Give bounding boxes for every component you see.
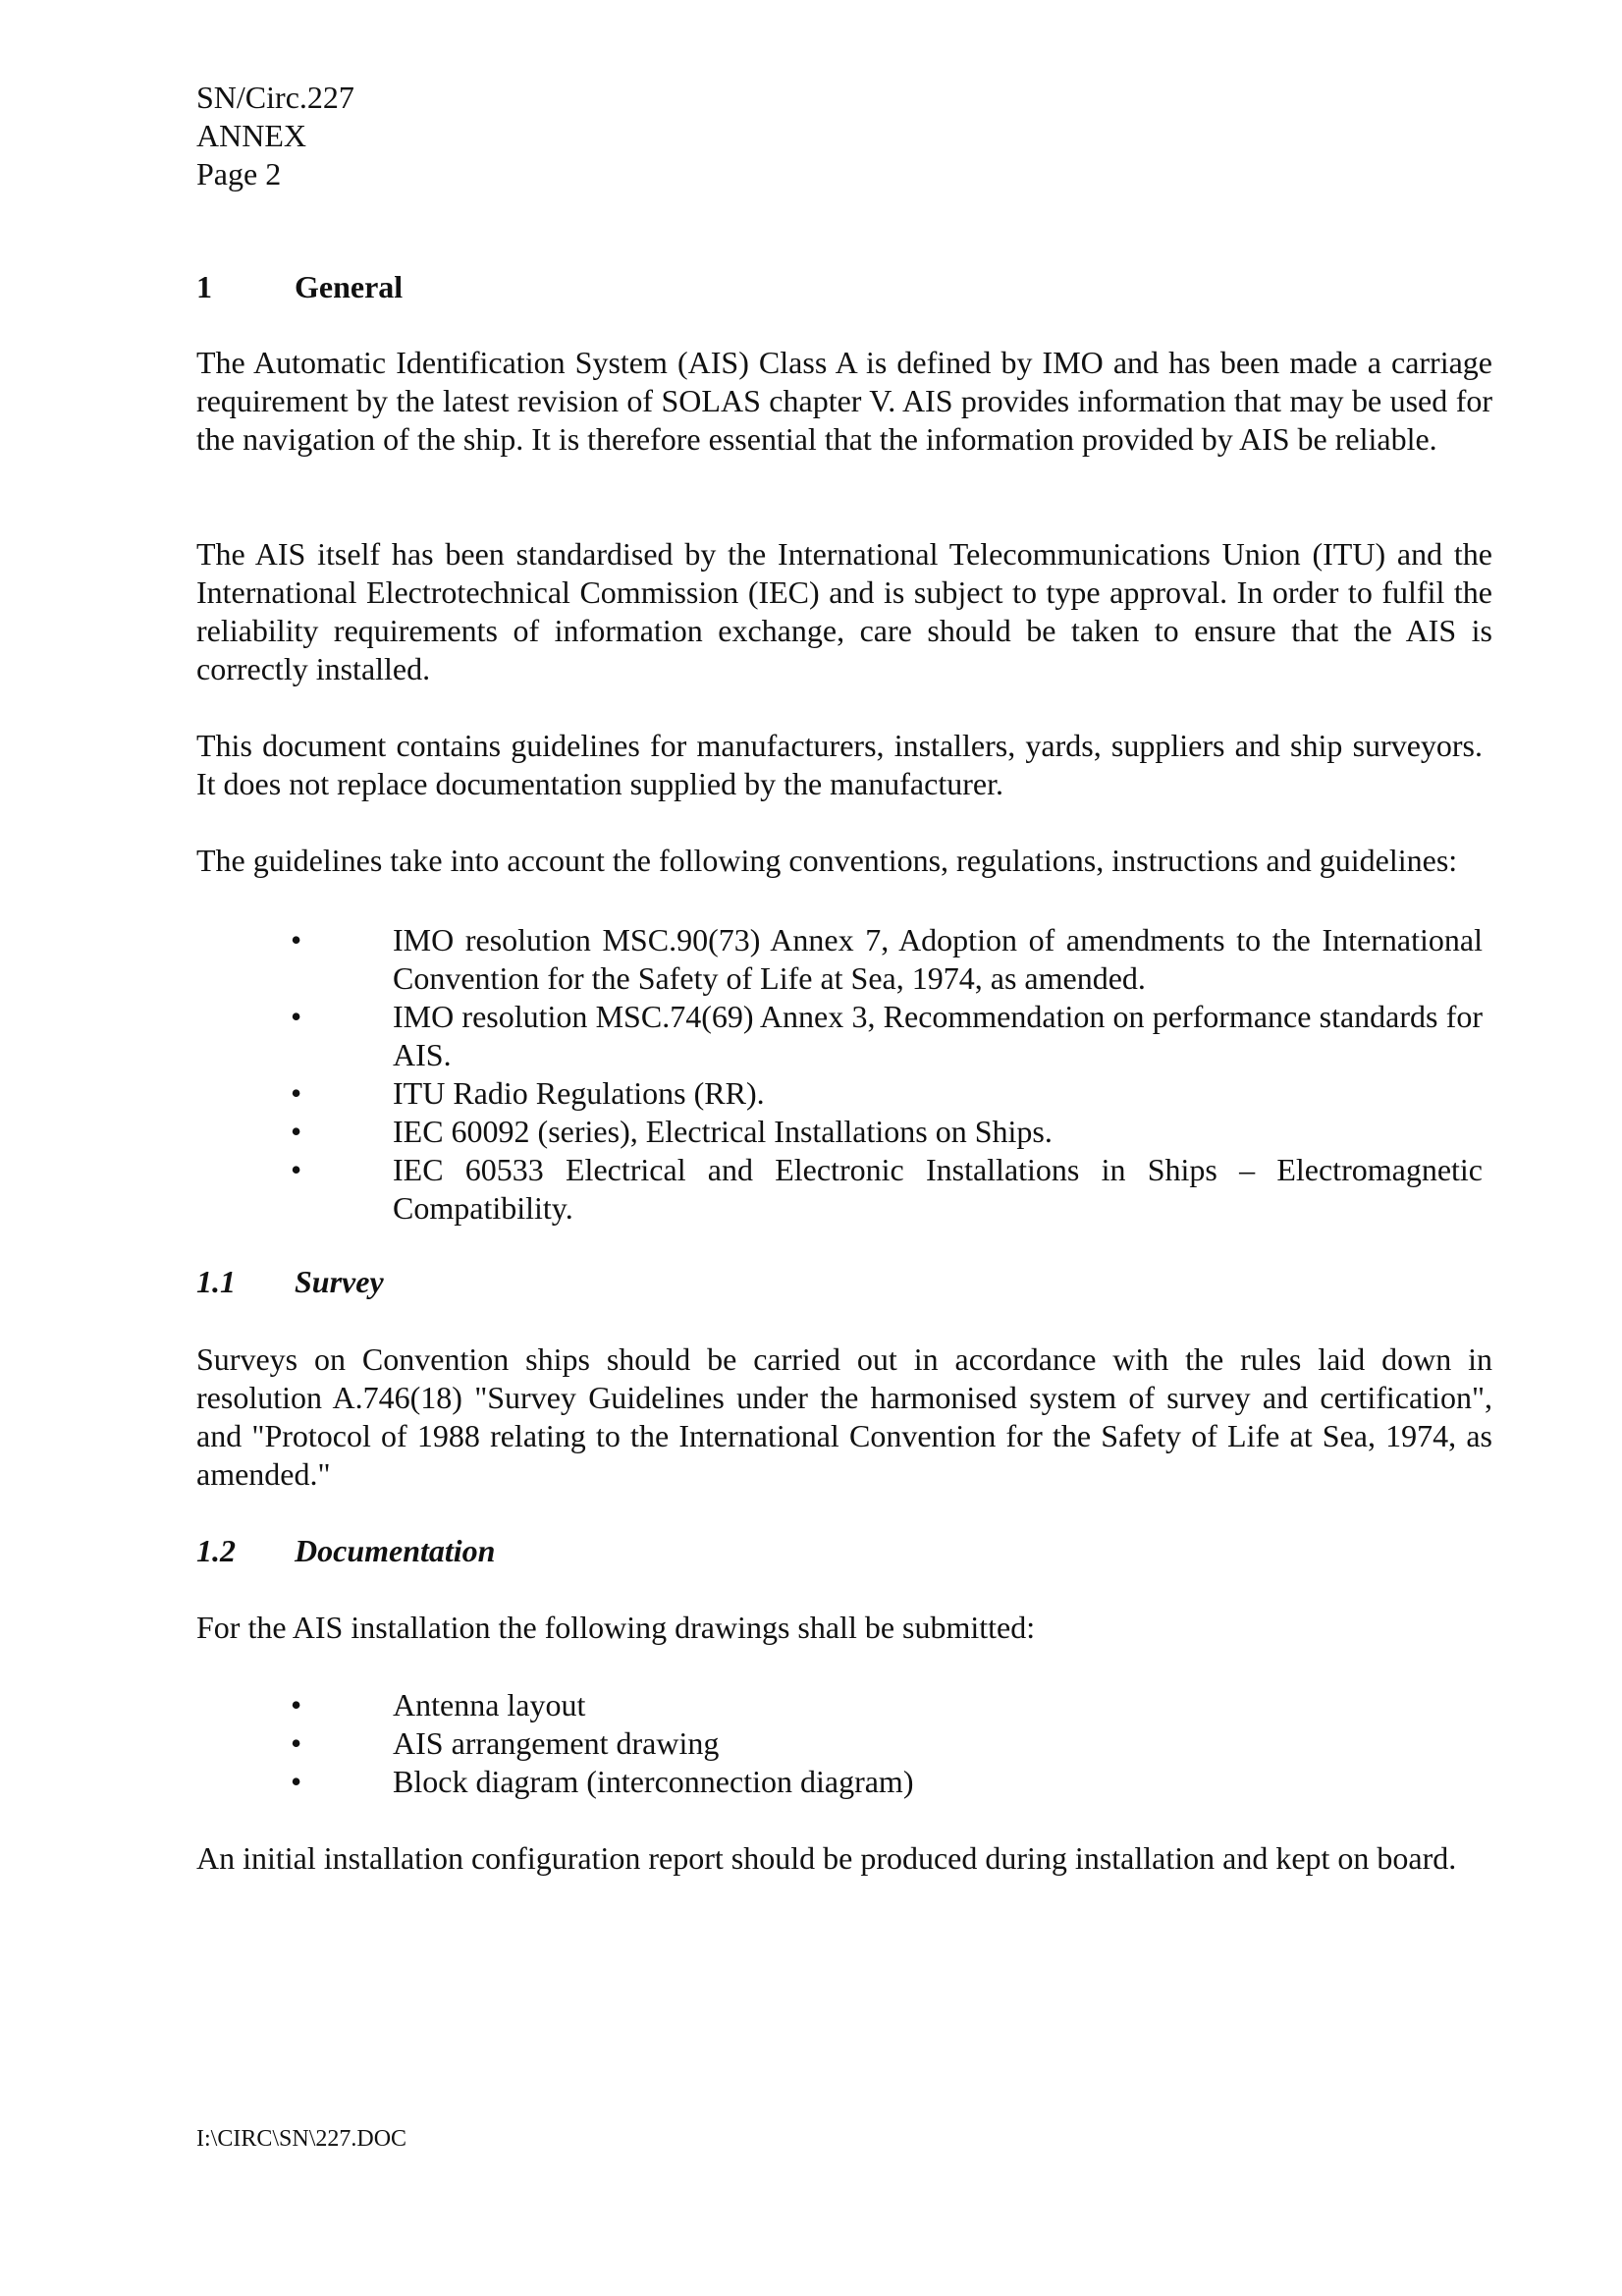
section-1-paragraph-2: The AIS itself has been standardised by the International Telecommunications Union (ITU) and the International Electrotechnical Commission (IEC) and is subject to type approval. In order to fulfil the reliability requirements of information exchange, care should be taken to ensure that the AIS is correctly installed. xyxy=(196,536,1492,686)
list-item-text: Block diagram (interconnection diagram) xyxy=(393,1764,914,1799)
header-annex: ANNEX xyxy=(196,118,306,153)
section-1-2-intro: For the AIS installation the following drawings shall be submitted: xyxy=(196,1610,1036,1645)
bullet-icon: • xyxy=(291,999,302,1034)
drawings-list xyxy=(196,1686,1492,1801)
list-item-text: IEC 60533 Electrical and Electronic Installations in Ships – Electromagnetic Compatibility. xyxy=(393,1152,1483,1226)
section-1-number: 1 xyxy=(196,269,212,304)
list-item-text: IEC 60092 (series), Electrical Installations on Ships. xyxy=(393,1114,1053,1149)
header-page-number: Page 2 xyxy=(196,156,282,191)
list-item xyxy=(196,998,1483,1074)
section-1-2-closing: An initial installation configuration report should be produced during installation and kept on board. xyxy=(196,1840,1457,1876)
bullet-icon: • xyxy=(291,1725,302,1761)
section-1-1-number: 1.1 xyxy=(196,1264,236,1299)
section-1-1-title: Survey xyxy=(295,1264,384,1299)
header-circular-ref: SN/Circ.227 xyxy=(196,80,354,115)
section-1-paragraph-1: The Automatic Identification System (AIS) Class A is defined by IMO and has been made a carriage requirement by the latest revision of SOLAS chapter V. AIS provides information that may be used for the navigation of the ship. It is therefore essential that the information provided by AIS be reliable. xyxy=(196,345,1492,457)
bullet-icon: • xyxy=(291,1075,302,1111)
section-1-paragraph-4: The guidelines take into account the following conventions, regulations, instructions and guidelines: xyxy=(196,843,1458,878)
list-item-text: IMO resolution MSC.90(73) Annex 7, Adoption of amendments to the International Convention for the Safety of Life at Sea, 1974, as amended. xyxy=(393,922,1483,996)
list-item-text: Antenna layout xyxy=(393,1687,586,1722)
list-item-text: IMO resolution MSC.74(69) Annex 3, Recommendation on performance standards for AIS. xyxy=(393,999,1483,1072)
bullet-icon: • xyxy=(291,1764,302,1799)
bullet-icon: • xyxy=(291,922,302,957)
list-item xyxy=(196,1724,1492,1763)
bullet-icon: • xyxy=(291,1152,302,1187)
list-item xyxy=(196,921,1483,998)
list-item-text: AIS arrangement drawing xyxy=(393,1725,720,1761)
list-item xyxy=(196,1686,1492,1724)
section-1-1-paragraph: Surveys on Convention ships should be carried out in accordance with the rules laid down in resolution A.746(18) "Survey Guidelines under the harmonised system of survey and certification", and "Protocol of 1988 relating to the International Convention for the Safety of Life at Sea, 1974, as amended." xyxy=(196,1341,1492,1492)
bullet-icon: • xyxy=(291,1114,302,1149)
list-item xyxy=(196,1074,1483,1113)
section-1-title: General xyxy=(295,269,404,304)
document-header xyxy=(196,79,687,193)
list-item xyxy=(196,1151,1483,1228)
list-item xyxy=(196,1113,1483,1151)
list-item xyxy=(196,1763,1492,1801)
section-1-2-title: Documentation xyxy=(295,1533,496,1568)
section-1-2-number: 1.2 xyxy=(196,1533,236,1568)
conventions-list xyxy=(196,921,1483,1228)
list-item-text: ITU Radio Regulations (RR). xyxy=(393,1075,765,1111)
section-1-paragraph-3: This document contains guidelines for manufacturers, installers, yards, suppliers and ship surveyors. It does not replace documentation supplied by the manufacturer. xyxy=(196,728,1483,801)
document-footer-path: I:\CIRC\SN\227.DOC xyxy=(196,2126,407,2152)
bullet-icon: • xyxy=(291,1687,302,1722)
